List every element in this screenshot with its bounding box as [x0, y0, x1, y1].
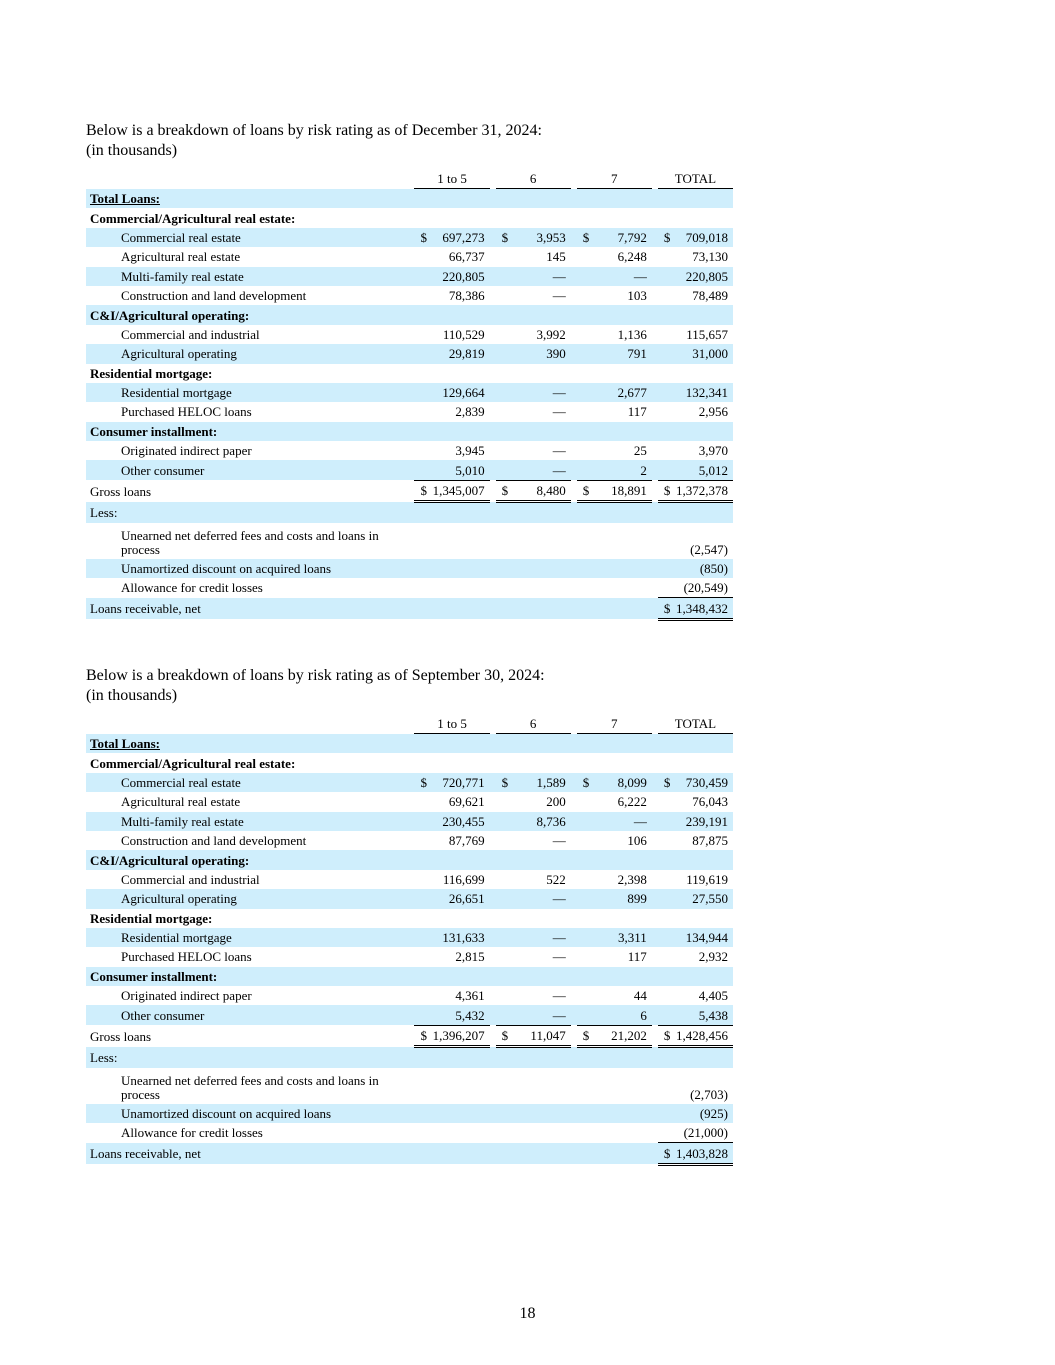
value-cell: 44: [633, 988, 647, 1004]
value-cell: $ 1,589: [496, 773, 571, 792]
value-cell: 78,386: [448, 288, 485, 304]
row-label: Construction and land development: [121, 833, 307, 849]
row-label: Originated indirect paper: [121, 988, 252, 1004]
deduction-row: [86, 559, 733, 578]
row-label: Agricultural operating: [86, 889, 408, 908]
row-label: Residential mortgage: [86, 928, 408, 947]
currency-symbol: $: [582, 1028, 590, 1044]
value-cell: 87,769: [448, 833, 485, 849]
value-cell: —: [552, 443, 566, 459]
value-cell: $ 1,403,828: [658, 1143, 733, 1164]
value-cell: 8,736: [496, 812, 571, 831]
column-header: 7: [577, 167, 652, 189]
value-cell: 69,621: [448, 794, 485, 810]
currency-symbol: $: [501, 483, 509, 499]
row-label: Total Loans:: [86, 189, 408, 208]
table-row: [86, 286, 733, 305]
value-cell: 27,550: [658, 889, 733, 908]
deduction-row: [86, 523, 733, 559]
loan-table-section-dec: [86, 121, 746, 621]
row-label: Commercial real estate: [86, 228, 408, 247]
currency-symbol: $: [663, 774, 671, 790]
value-cell: —: [496, 928, 571, 947]
value-cell: —: [552, 404, 566, 420]
table-row: [86, 247, 733, 266]
column-header: 1 to 5: [414, 712, 489, 734]
value-cell: $ 11,047: [496, 1025, 571, 1046]
value-cell: 132,341: [658, 383, 733, 402]
value-cell: 117: [627, 404, 647, 420]
row-label: Multi-family real estate: [86, 267, 408, 286]
row-label: Allowance for credit losses: [121, 1125, 263, 1141]
header-row: [86, 167, 733, 189]
value-cell: $ 697,273: [414, 228, 489, 247]
value-cell: 522: [546, 871, 566, 887]
value-cell: $ 1,348,432: [658, 598, 733, 619]
row-label: Less:: [86, 502, 408, 523]
row-label: Agricultural real estate: [121, 249, 241, 265]
row-label: Residential mortgage: [86, 383, 408, 402]
loans-receivable-net-row: [86, 1143, 733, 1164]
table-row: [86, 344, 733, 363]
value-cell: 230,455: [414, 812, 489, 831]
value-cell: —: [552, 833, 566, 849]
table-title: Below is a breakdown of loans by risk rating as of September 30, 2024:: [86, 667, 545, 684]
row-label: C&I/Agricultural operating:: [86, 850, 408, 869]
row-label: Unearned net deferred fees and costs and loans in process: [121, 527, 379, 557]
value-cell: 6: [577, 1005, 652, 1025]
row-label: Commercial real estate: [86, 773, 408, 792]
value-cell: 66,737: [448, 249, 485, 265]
group-heading-row: [86, 422, 733, 441]
value-cell: $ 8,480: [496, 480, 571, 501]
loans-receivable-net-row: [86, 598, 733, 619]
currency-symbol: $: [501, 229, 509, 245]
value-cell: —: [577, 267, 652, 286]
value-cell: —: [552, 288, 566, 304]
table-row: [86, 792, 733, 811]
value-cell: (850): [658, 559, 733, 578]
value-cell: $ 730,459: [658, 773, 733, 792]
value-cell: 5,010: [414, 460, 489, 480]
value-cell: 31,000: [658, 344, 733, 363]
value-cell: (2,703): [690, 1086, 728, 1102]
currency-symbol: $: [582, 483, 590, 499]
value-cell: 73,130: [692, 249, 728, 265]
value-cell: 4,405: [698, 988, 728, 1004]
value-cell: 6,222: [617, 794, 647, 810]
row-label: Purchased HELOC loans: [121, 404, 252, 420]
table-row: [86, 870, 733, 889]
table-row: [86, 889, 733, 908]
row-label: Commercial/Agricultural real estate:: [90, 210, 296, 226]
value-cell: 390: [496, 344, 571, 363]
row-label: Unamortized discount on acquired loans: [86, 1104, 408, 1123]
value-cell: (2,547): [690, 541, 728, 557]
currency-symbol: $: [501, 774, 509, 790]
row-label: Gross loans: [90, 483, 152, 499]
value-cell: 103: [627, 288, 647, 304]
table-row: [86, 928, 733, 947]
row-label: Agricultural operating: [86, 344, 408, 363]
row-label: Originated indirect paper: [121, 443, 252, 459]
loan-table: [86, 712, 746, 1166]
row-label: Purchased HELOC loans: [121, 949, 252, 965]
value-cell: 200: [546, 794, 566, 810]
value-cell: 6,248: [617, 249, 647, 265]
value-cell: 3,970: [698, 443, 728, 459]
table-row: [86, 228, 733, 247]
value-cell: 129,664: [414, 383, 489, 402]
currency-symbol: $: [420, 774, 427, 790]
total-loans-heading-row: [86, 734, 733, 753]
row-label: C&I/Agricultural operating:: [86, 305, 408, 324]
table-row: [86, 441, 733, 460]
currency-symbol: $: [420, 229, 427, 245]
value-cell: 3,992: [536, 326, 566, 342]
row-label: Agricultural real estate: [121, 794, 241, 810]
value-cell: (925): [658, 1104, 733, 1123]
group-heading-row: [86, 364, 733, 383]
table-title: Below is a breakdown of loans by risk rating as of December 31, 2024:: [86, 122, 542, 139]
value-cell: $ 3,953: [496, 228, 571, 247]
row-label: Unamortized discount on acquired loans: [86, 559, 408, 578]
currency-symbol: $: [420, 483, 427, 499]
row-label: Loans receivable, net: [86, 1143, 408, 1164]
group-heading-row: [86, 305, 733, 324]
value-cell: $ 21,202: [577, 1025, 652, 1046]
currency-symbol: $: [582, 774, 590, 790]
value-cell: 4,361: [455, 988, 485, 1004]
row-label: Residential mortgage:: [90, 365, 213, 381]
column-header: 6: [496, 167, 571, 189]
value-cell: (21,000): [683, 1125, 728, 1141]
currency-symbol: $: [663, 1028, 671, 1044]
value-cell: —: [496, 267, 571, 286]
column-header: 1 to 5: [414, 167, 489, 189]
value-cell: 29,819: [414, 344, 489, 363]
group-heading-row: [86, 753, 733, 772]
row-label: Consumer installment:: [86, 422, 408, 441]
value-cell: $ 1,396,207: [414, 1025, 489, 1046]
table-row: [86, 986, 733, 1005]
page-number: 18: [519, 1305, 536, 1322]
group-heading-row: [86, 850, 733, 869]
value-cell: 2,839: [455, 404, 485, 420]
value-cell: $ 720,771: [414, 773, 489, 792]
gross-loans-row: [86, 1025, 733, 1046]
value-cell: —: [496, 1005, 571, 1025]
less-row: [86, 502, 733, 523]
value-cell: $ 7,792: [577, 228, 652, 247]
value-cell: —: [496, 383, 571, 402]
row-label: Construction and land development: [121, 288, 307, 304]
loans-by-risk-rating-table: [86, 167, 733, 621]
table-units: (in thousands): [86, 687, 178, 704]
deduction-row: [86, 1068, 733, 1104]
value-cell: 26,651: [414, 889, 489, 908]
value-cell: 5,012: [658, 460, 733, 480]
currency-symbol: $: [582, 229, 590, 245]
less-row: [86, 1047, 733, 1068]
value-cell: 110,529: [442, 326, 485, 342]
value-cell: 2,398: [617, 871, 647, 887]
currency-symbol: $: [663, 229, 671, 245]
table-row: [86, 267, 733, 286]
value-cell: —: [552, 949, 566, 965]
table-units: (in thousands): [86, 142, 178, 159]
group-heading-row: [86, 909, 733, 928]
value-cell: 25: [633, 443, 647, 459]
row-label: Allowance for credit losses: [121, 580, 263, 596]
value-cell: 1,136: [617, 326, 647, 342]
value-cell: 2,677: [577, 383, 652, 402]
table-row: [86, 831, 733, 850]
gross-loans-row: [86, 480, 733, 501]
row-label: Commercial and industrial: [121, 326, 260, 342]
loans-by-risk-rating-table: [86, 712, 733, 1166]
deduction-row: [86, 578, 733, 598]
table-row: [86, 812, 733, 831]
value-cell: 239,191: [658, 812, 733, 831]
row-label: Multi-family real estate: [86, 812, 408, 831]
value-cell: 5,438: [658, 1005, 733, 1025]
table-row: [86, 383, 733, 402]
value-cell: 116,699: [442, 871, 485, 887]
value-cell: 119,619: [686, 871, 728, 887]
row-label: Less:: [86, 1047, 408, 1068]
deduction-row: [86, 1123, 733, 1143]
value-cell: 2: [577, 460, 652, 480]
value-cell: —: [496, 889, 571, 908]
total-loans-heading-row: [86, 189, 733, 208]
value-cell: $ 1,345,007: [414, 480, 489, 501]
value-cell: 134,944: [658, 928, 733, 947]
value-cell: $ 1,372,378: [658, 480, 733, 501]
table-row: [86, 402, 733, 421]
column-header: TOTAL: [658, 167, 733, 189]
row-label: Total Loans:: [86, 734, 408, 753]
table-row: [86, 460, 733, 480]
header-row: [86, 712, 733, 734]
value-cell: (20,549): [683, 580, 728, 596]
value-cell: $ 18,891: [577, 480, 652, 501]
loan-table-section-sep: [86, 666, 746, 1166]
currency-symbol: $: [420, 1028, 427, 1044]
value-cell: —: [496, 460, 571, 480]
value-cell: 2,956: [698, 404, 728, 420]
value-cell: 117: [627, 949, 647, 965]
currency-symbol: $: [663, 600, 671, 616]
column-header: 6: [496, 712, 571, 734]
currency-symbol: $: [501, 1028, 509, 1044]
column-header: TOTAL: [658, 712, 733, 734]
value-cell: 5,432: [414, 1005, 489, 1025]
value-cell: 899: [577, 889, 652, 908]
value-cell: 2,932: [698, 949, 728, 965]
currency-symbol: $: [663, 1145, 671, 1161]
loan-table: [86, 167, 746, 621]
table-row: [86, 947, 733, 966]
value-cell: 3,945: [455, 443, 485, 459]
row-label: Loans receivable, net: [86, 598, 408, 619]
value-cell: $ 8,099: [577, 773, 652, 792]
value-cell: 87,875: [692, 833, 728, 849]
value-cell: $ 1,428,456: [658, 1025, 733, 1046]
value-cell: —: [552, 988, 566, 1004]
currency-symbol: $: [663, 483, 671, 499]
value-cell: 145: [546, 249, 566, 265]
value-cell: 220,805: [414, 267, 489, 286]
group-heading-row: [86, 208, 733, 227]
table-row: [86, 325, 733, 344]
row-label: Unearned net deferred fees and costs and loans in process: [121, 1072, 379, 1102]
deduction-row: [86, 1104, 733, 1123]
group-heading-row: [86, 967, 733, 986]
value-cell: $ 709,018: [658, 228, 733, 247]
row-label: Other consumer: [86, 1005, 408, 1025]
row-label: Other consumer: [86, 460, 408, 480]
value-cell: 115,657: [686, 326, 728, 342]
column-header: 7: [577, 712, 652, 734]
value-cell: —: [577, 812, 652, 831]
value-cell: 106: [627, 833, 647, 849]
row-label: Commercial/Agricultural real estate:: [90, 755, 296, 771]
value-cell: 791: [577, 344, 652, 363]
value-cell: 78,489: [692, 288, 728, 304]
value-cell: 76,043: [692, 794, 728, 810]
row-label: Commercial and industrial: [121, 871, 260, 887]
row-label: Gross loans: [90, 1028, 152, 1044]
value-cell: 3,311: [577, 928, 652, 947]
table-row: [86, 1005, 733, 1025]
table-row: [86, 773, 733, 792]
row-label: Residential mortgage:: [90, 910, 213, 926]
value-cell: 2,815: [455, 949, 485, 965]
row-label: Consumer installment:: [86, 967, 408, 986]
value-cell: 220,805: [658, 267, 733, 286]
value-cell: 131,633: [414, 928, 489, 947]
